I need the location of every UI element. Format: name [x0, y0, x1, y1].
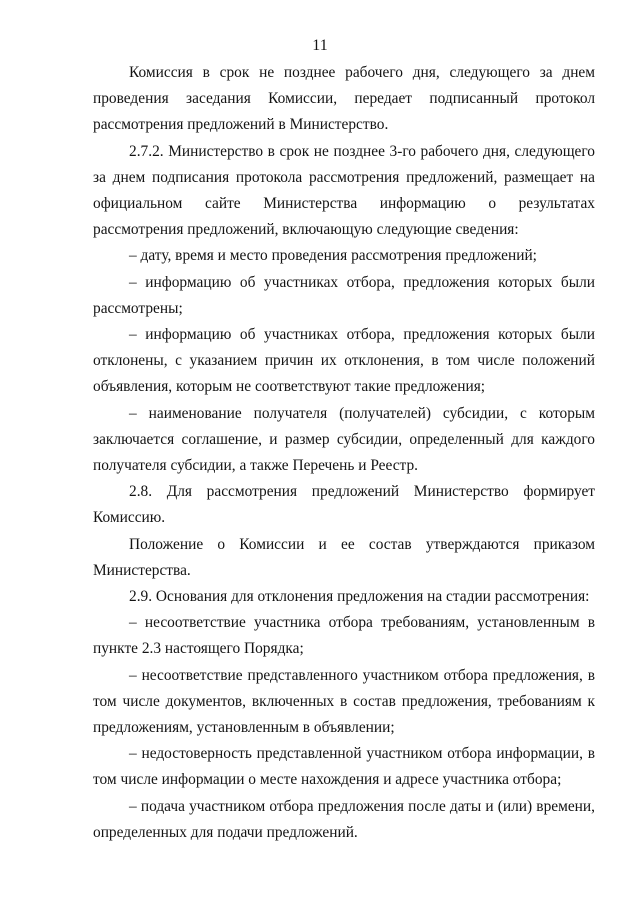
page-number: 11 [312, 37, 328, 54]
list-item: – несоответствие представленного участником отбора предложения, в том числе документов, включенных в состав предложения, требованиям к предложениям, установленным в объявлении; [93, 666, 595, 737]
list-item: – информацию об участниках отбора, предложения которых были отклонены, с указанием причин их отклонения, в том числе положений объявления, которым не соответствуют такие предложения; [93, 326, 595, 396]
paragraph: 2.7.2. Министерство в срок не позднее 3-го рабочего дня, следующего за днем подписания протокола рассмотрения предложений, размещает на официальном сайте Министерства информацию о результатах рассмотрения предложений, включающую следующие сведения: [93, 142, 595, 239]
list-item: – дату, время и место проведения рассмотрения предложений; [129, 247, 537, 265]
paragraph: 2.8. Для рассмотрения предложений Министерство формирует Комиссию. [93, 483, 595, 527]
paragraph: Положение о Комиссии и ее состав утверждаются приказом Министерства. [93, 535, 595, 579]
list-item: – информацию об участниках отбора, предложения которых были рассмотрены; [93, 273, 595, 317]
list-item: – подача участником отбора предложения после даты и (или) времени, определенных для подачи предложений. [93, 797, 595, 841]
list-item: – несоответствие участника отбора требованиям, установленным в пункте 2.3 настоящего Порядка; [93, 614, 595, 658]
document-body [93, 60, 595, 846]
list-item: – наименование получателя (получателей) субсидии, с которым заключается соглашение, и размер субсидии, определенный для каждого получателя субсидии, а также Перечень и Реестр. [93, 404, 595, 475]
paragraph: 2.9. Основания для отклонения предложения на стадии рассмотрения: [129, 588, 590, 606]
list-item: – недостоверность представленной участником отбора информации, в том числе информации о месте нахождения и адресе участника отбора; [93, 745, 595, 789]
paragraph: Комиссия в срок не позднее рабочего дня, следующего за днем проведения заседания Комиссии, передает подписанный протокол рассмотрения предложений в Министерство. [93, 64, 595, 134]
